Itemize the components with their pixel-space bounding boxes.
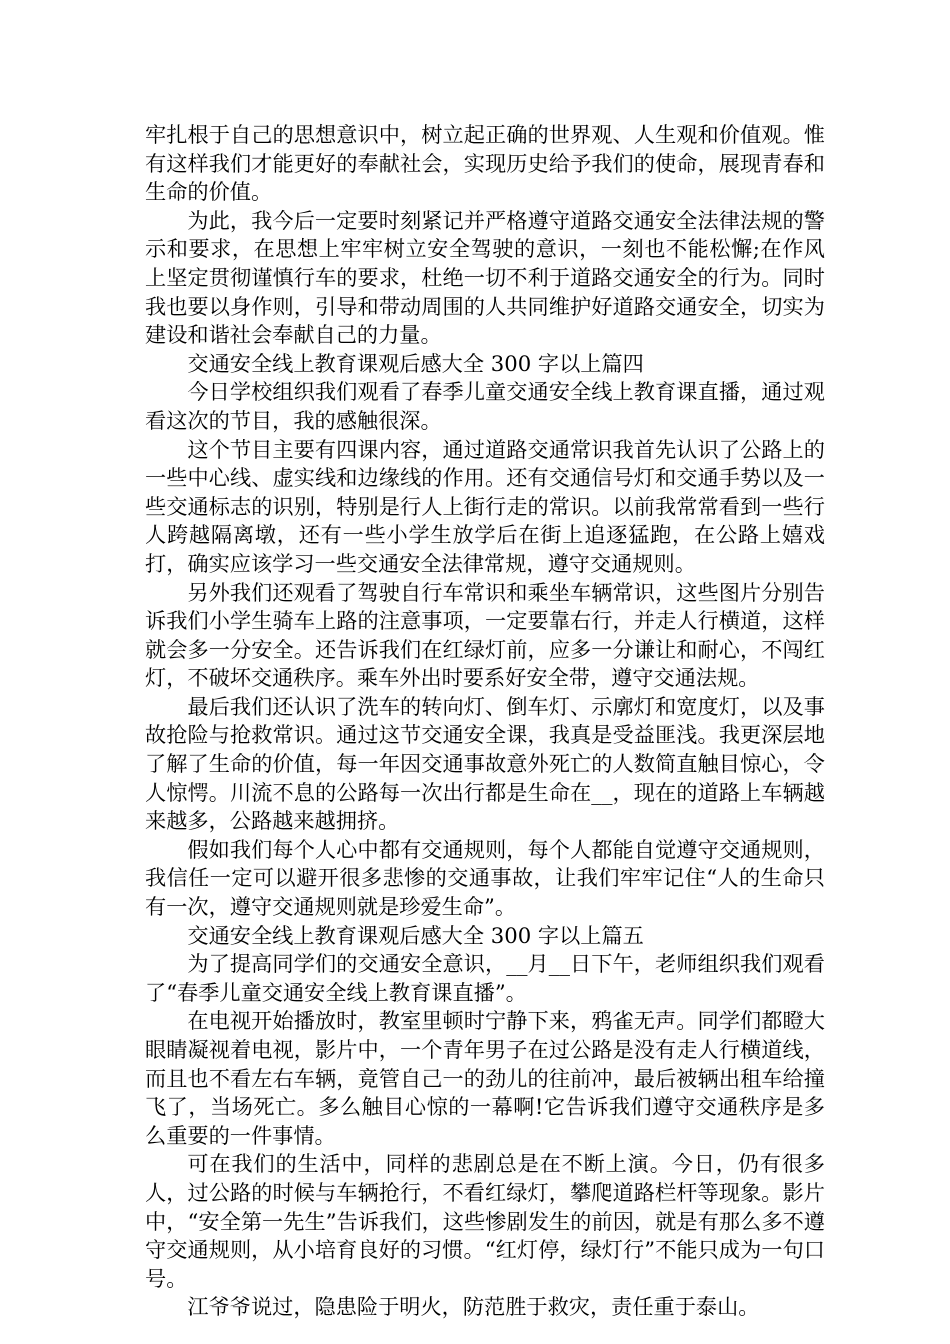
paragraph: 假如我们每个人心中都有交通规则，每个人都能自觉遵守交通规则，我信任一定可以避开很多悲惨的交通事故，让我们牢牢记住“人的生命只有一次，遵守交通规则就是珍爱生命”。 [145, 836, 825, 920]
section-heading: 交通安全线上教育课观后感大全 300 字以上篇五 [187, 922, 644, 948]
paragraph: 另外我们还观看了驾驶自行车常识和乘坐车辆常识，这些图片分别告诉我们小学生骑车上路的注意事项，一定要靠右行，并走人行横道，这样就会多一分安全。还告诉我们在红绿灯前，应多一分谦让和耐心，不闯红灯，不破坏交通秩序。乘车外出时要系好安全带，遵守交通法规。 [145, 579, 825, 691]
paragraph: 这个节目主要有四课内容，通过道路交通常识我首先认识了公路上的一些中心线、虚实线和边缘线的作用。还有交通信号灯和交通手势以及一些交通标志的识别，特别是行人上街行走的常识。以前我常常看到一些行人跨越隔离墩，还有一些小学生放学后在街上追逐猛跑，在公路上嬉戏打，确实应该学习一些交通安全法律常规，遵守交通规则。 [145, 436, 825, 576]
paragraph: 最后我们还认识了洗车的转向灯、倒车灯、示廓灯和宽度灯，以及事故抢险与抢救常识。通过这节交通安全课，我真是受益匪浅。我更深层地了解了生命的价值，每一年因交通事故意外死亡的人数简直触目惊心，令人惊愕。川流不息的公路每一次出行都是生命在__，现在的道路上车辆越来越多，公路越来越拥挤。 [145, 693, 825, 834]
paragraph: 为了提高同学们的交通安全意识，__月__日下午，老师组织我们观看了“春季儿童交通安全线上教育课直播”。 [145, 951, 825, 1005]
paragraph: 今日学校组织我们观看了春季儿童交通安全线上教育课直播，通过观看这次的节目，我的感触很深。 [145, 379, 825, 433]
document-body [145, 121, 825, 1322]
paragraph: 可在我们的生活中，同样的悲剧总是在不断上演。今日，仍有很多人，过公路的时候与车辆抢行，不看红绿灯，攀爬道路栏杆等现象。影片中，“安全第一先生”告诉我们，这些惨剧发生的前因，就是有那么多不遵守交通规则，从小培育良好的习惯。“红灯停，绿灯行”不能只成为一句口号。 [145, 1151, 825, 1291]
paragraph: 为此，我今后一定要时刻紧记并严格遵守道路交通安全法律法规的警示和要求，在思想上牢牢树立安全驾驶的意识，一刻也不能松懈;在作风上坚定贯彻谨慎行车的要求，杜绝一切不利于道路交通安全的行为。同时我也要以身作则，引导和带动周围的人共同维护好道路交通安全，切实为建设和谐社会奉献自己的力量。 [145, 207, 825, 348]
paragraph: 牢扎根于自己的思想意识中，树立起正确的世界观、人生观和价值观。惟有这样我们才能更好的奉献社会，实现历史给予我们的使命，展现青春和生命的价值。 [145, 122, 825, 205]
section-heading: 交通安全线上教育课观后感大全 300 字以上篇四 [187, 350, 644, 376]
paragraph: 江爷爷说过，隐患险于明火，防范胜于救灾，责任重于泰山。 [187, 1294, 760, 1320]
paragraph: 在电视开始播放时，教室里顿时宁静下来，鸦雀无声。同学们都瞪大眼睛凝视着电视，影片中，一个青年男子在过公路是没有走人行横道线，而且也不看左右车辆，竟管自己一的劲儿的往前冲，最后被辆出租车给撞飞了，当场死亡。多么触目心惊的一幕啊!它告诉我们遵守交通秩序是多么重要的一件事情。 [145, 1008, 825, 1148]
